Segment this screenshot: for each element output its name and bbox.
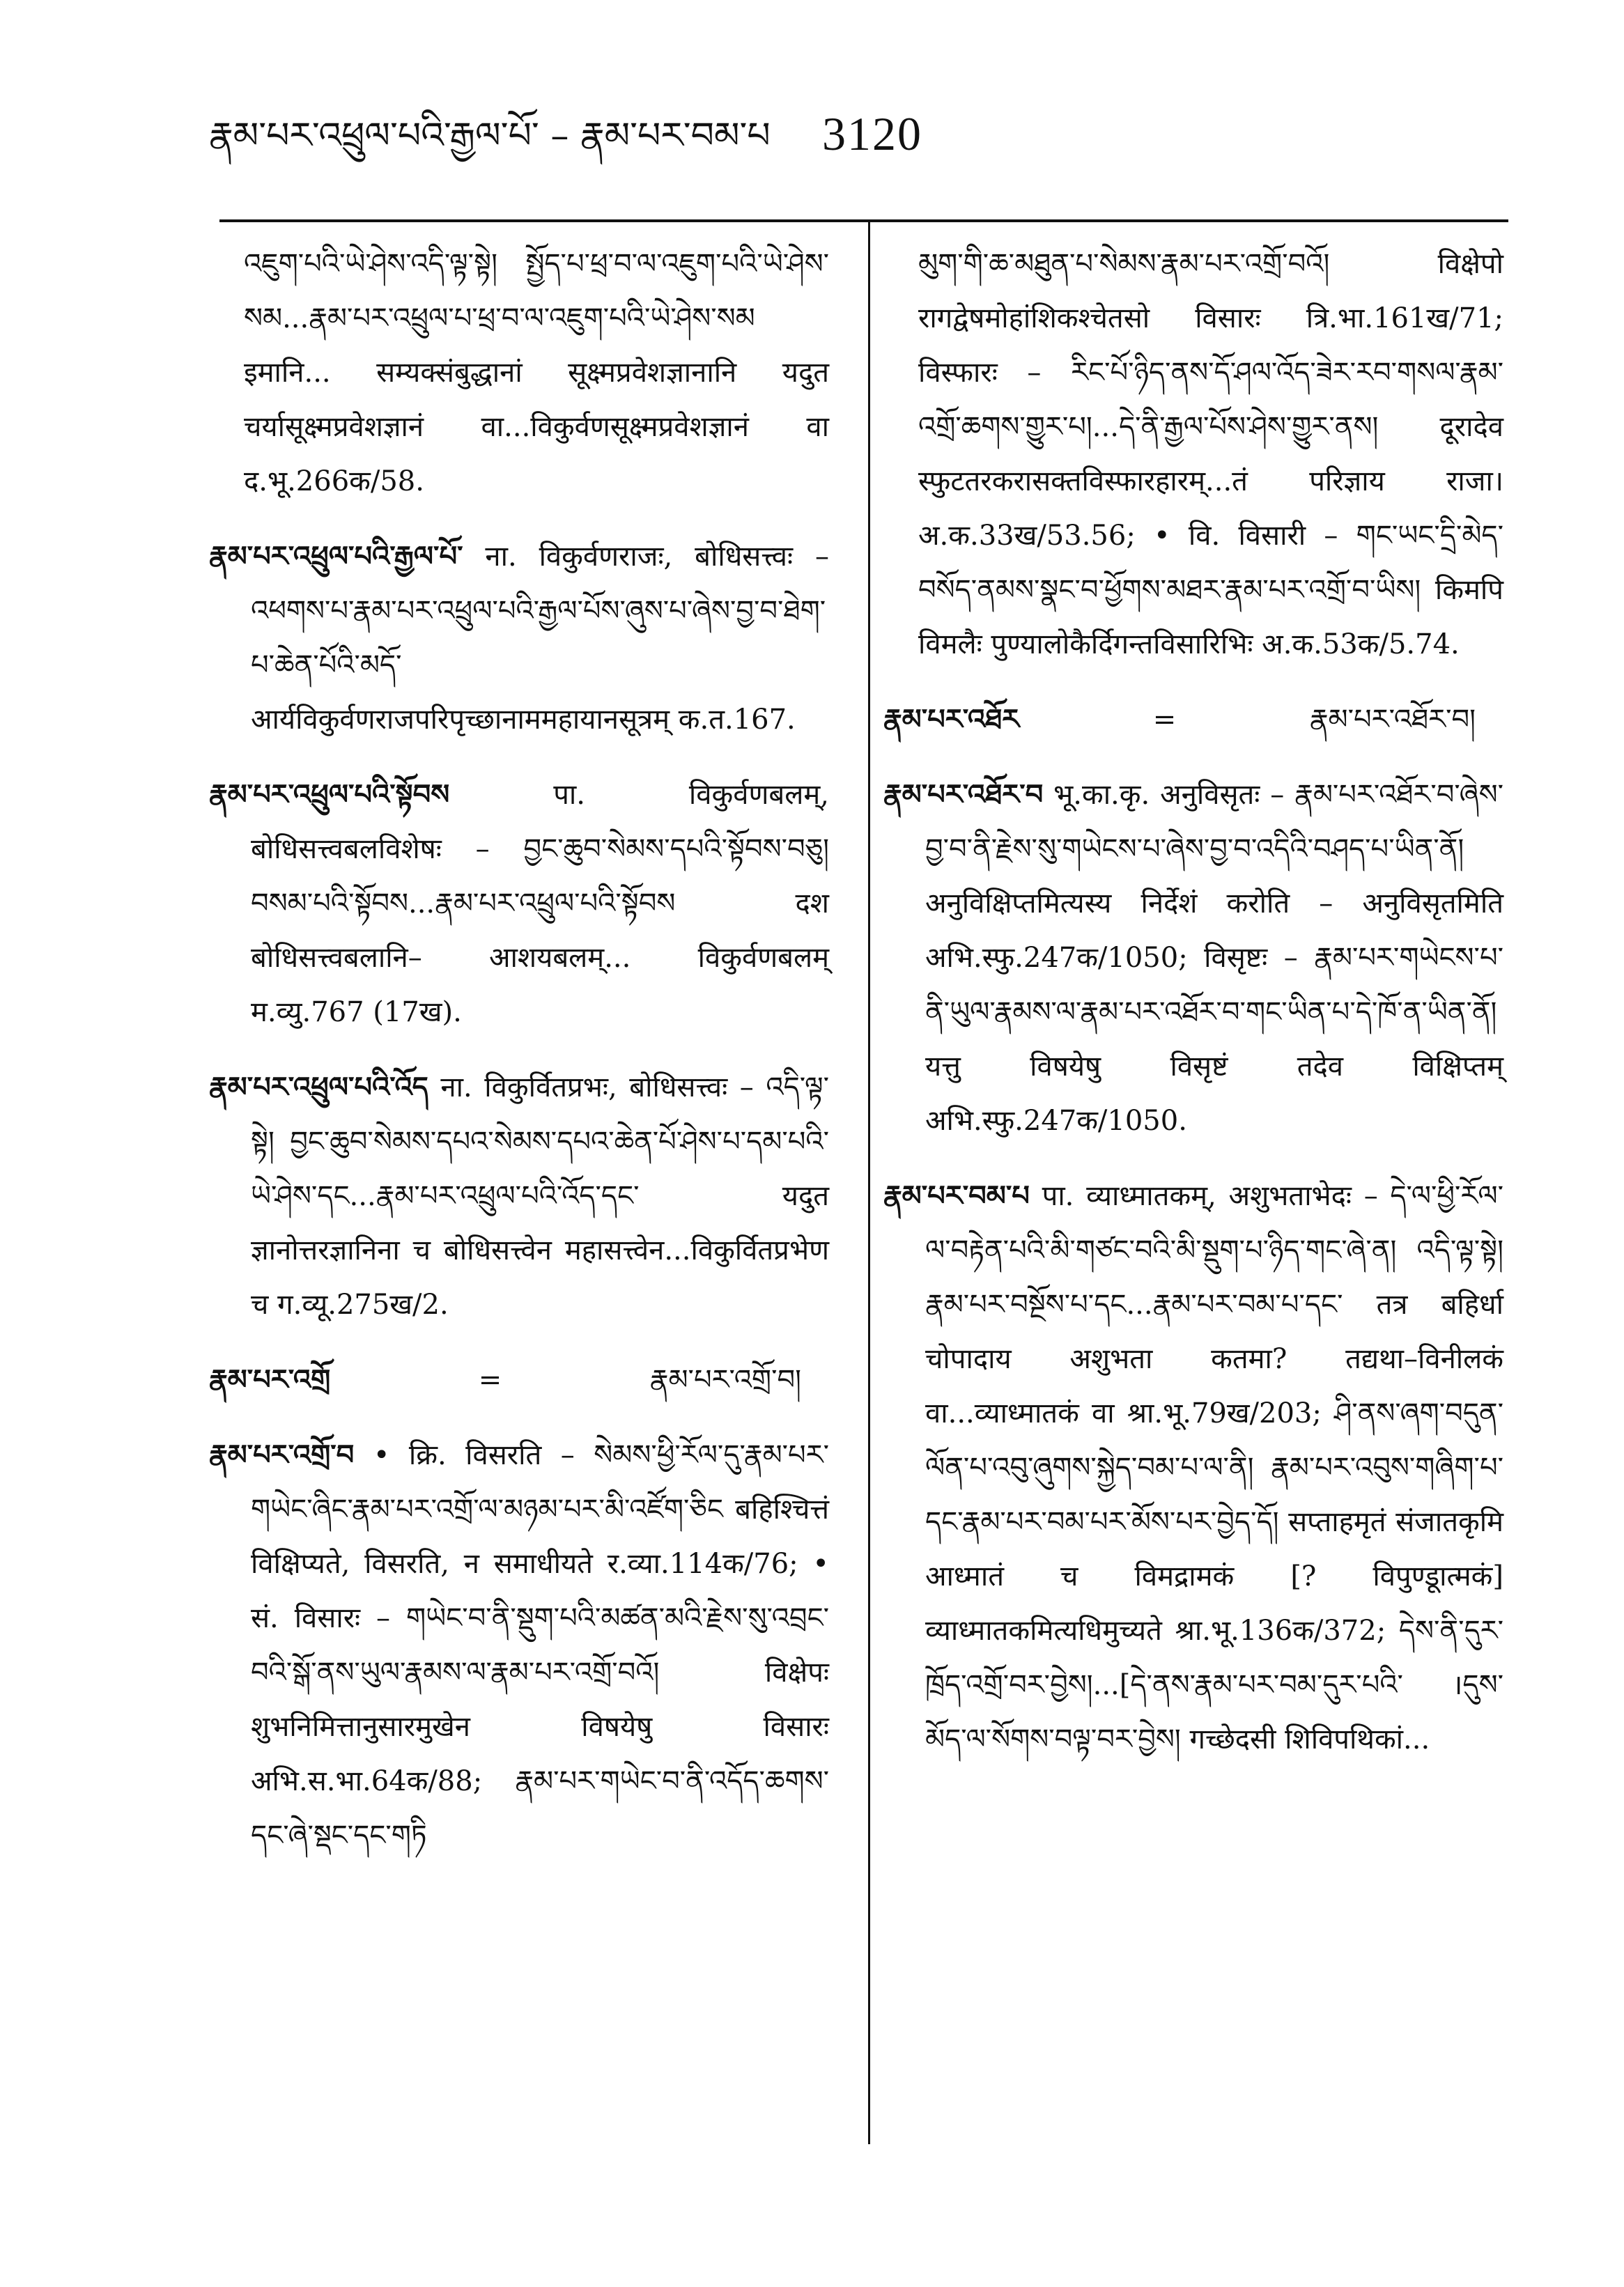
left-column [209, 237, 829, 1884]
cross-reference-target: རྣམ་པར་འགྲོ་བ། [649, 1364, 801, 1396]
entry-headword: རྣམ་པར་འཐོར་བ [883, 778, 1044, 811]
cross-reference-entry [883, 692, 1503, 747]
cross-reference-target: རྣམ་པར་འཐོར་བ། [1309, 704, 1476, 736]
entry-headword: རྣམ་པར་འགྲོ [209, 1363, 331, 1396]
entry-text: पा. व्याध्मातकम्, अशुभताभेदः – དེ་ལ་ཕྱི་རོལ་ལ་བརྟེན་པའི་མི་གཙང་བའི་མི་སྡུག་པ་ཉིད་གང་ཞེ་ན། འདི་ལྟ་སྟེ། རྣམ་པར་བསྔོས་པ་དང...རྣམ་པར་བམ་པ་དང་ तत्र बहिर्धा चोपादाय अशुभता कतमा? तद्यथा–विनीलकं वा...व्याध्मातकं वा श्रा.भू.79ख/203; ཤི་ནས་ཞག་བདུན་ལོན་པ་འབུ་ཞུགས་སྐྱེད་བམ་པ་ལ་ནི། རྣམ་པར་འབུས་གཞིག་པ་དང་རྣམ་པར་བམ་པར་མོས་པར་བྱེད་དོ། सप्ताहमृतं संजातकृमि आध्मातं च विमद्रामकं [? विपुण्डूात्मकं] व्याध्मातकमित्यधिमुच्यते श्रा.भू.136क/372; དེས་ནི་དུར་ཁྲོད་འགྲོ་བར་བྱེས།...[དེ་ནས་རྣམ་པར་བམ་དུར་པའི་ ।དུས་མོད་ལ་སོགས་བལྟ་བར་བྱེས། गच्छेदसी शिविपथिकां... [925, 1180, 1503, 1755]
entry-headword: རྣམ་པར་འགྲོ་བ [209, 1439, 355, 1471]
entry-headword: རྣམ་པར་འཐོར [883, 703, 1020, 736]
equals-sign: = [1152, 704, 1177, 736]
entry-headword: རྣམ་པར་འཕྲུལ་པའི་རྒྱལ་པོ་ [209, 540, 463, 573]
running-header-title: རྣམ་པར་འཕྲུལ་པའི་རྒྱལ་པོ་ – རྣམ་པར་བམ་པ [209, 115, 771, 157]
right-column [883, 237, 1503, 1788]
entry-headword: རྣམ་པར་བམ་པ [883, 1179, 1030, 1212]
dictionary-entry [209, 768, 829, 1039]
entry-continuation [209, 237, 829, 509]
entry-text: ना. विकुर्वणराजः, बोधिसत्त्वः – འཕགས་པ་རྣམ་པར་འཕྲུལ་པའི་རྒྱལ་པོས་ཞུས་པ་ཞེས་བྱ་བ་ཐེག་པ་ཆེན་པོའི་མདོ་ आर्यविकुर्वणराजपरिपृच्छानाममहायानसूत्रम् क.त.167. [251, 541, 829, 736]
entry-headword: རྣམ་པར་འཕྲུལ་པའི་འོད [209, 1071, 428, 1103]
page-number: 3120 [822, 107, 922, 160]
equals-sign: = [478, 1364, 502, 1396]
entry-text: མུག་གི་ཆ་མཐུན་པ་སེམས་རྣམ་པར་འགྲོ་བའོ། विक्षेपो रागद्वेषमोहांशिकश्चेतसो विसारः त्रि.भा.161ख/71; विस्फारः – རིང་པོ་ཉིད་ནས་དོ་ཤལ་འོད་ཟེར་རབ་གསལ་རྣམ་འགྲོ་ཆགས་གྱུར་པ།...དེ་ནི་རྒྱལ་པོས་ཤེས་གྱུར་ནས། दूरादेव स्फुटतरकरासक्तविस्फारहारम्...तं परिज्ञाय राजा। अ.क.33ख/53.56; • वि. विसारी – གང་ཡང་དྲི་མེད་བསོད་ནམས་སྣང་བ་ཕྱོགས་མཐར་རྣམ་པར་འགྲོ་བ་ཡིས། किमपि विमलैः पुण्यालोकैर्दिगन्तविसारिभिः अ.क.53क/5.74. [918, 248, 1503, 660]
entry-text: འཇུག་པའི་ཡེ་ཤེས་འདི་ལྟ་སྟེ། སྤྱོད་པ་ཕྲ་བ་ལ་འཇུག་པའི་ཡེ་ཤེས་སམ...རྣམ་པར་འཕྲུལ་པ་ཕྲ་བ་ལ་འཇུག་པའི་ཡེ་ཤེས་སམ इमानि... सम्यक्संबुद्धानां सूक्ष्मप्रवेशज्ञानानि यदुत चर्यासूक्ष्मप्रवेशज्ञानं वा...विकुर्वणसूक्ष्मप्रवेशज्ञानं वा द.भू.266क/58. [244, 248, 829, 497]
entry-headword: རྣམ་པར་འཕྲུལ་པའི་སྟོབས [209, 778, 450, 811]
entry-text: भू.का.कृ. अनुविसृतः – རྣམ་པར་འཐོར་བ་ཞེས་བྱ་བ་ནི་རྗེས་སུ་གཡེངས་པ་ཞེས་བྱ་བ་འདིའི་བཤད་པ་ཡིན་ནོ། अनुविक्षिप्तमित्यस्य निर्देशं करोति – अनुविसृतमिति अभि.स्फु.247क/1050; विसृष्टः – རྣམ་པར་གཡེངས་པ་ནི་ཡུལ་རྣམས་ལ་རྣམ་པར་འཐོར་བ་གང་ཡིན་པ་དེ་ཁོ་ན་ཡིན་ནོ། यत्तु विषयेषु विसृष्टं तदेव विक्षिप्तम् अभि.स्फु.247क/1050. [925, 779, 1503, 1137]
dictionary-entry [883, 1169, 1503, 1767]
dictionary-entry [209, 1428, 829, 1863]
entry-continuation [883, 237, 1503, 672]
entry-text: • क्रि. विसरति – སེམས་ཕྱི་རོལ་དུ་རྣམ་པར་གཡེང་ཞིང་རྣམ་པར་འགྲོ་ལ་མཉམ་པར་མི་འཛོག་ཅིང बहिश्चित्तं विक्षिप्यते, विसरति, न समाधीयते र.व्या.114क/76; • सं. विसारः – གཡེང་བ་ནི་སྡུག་པའི་མཚན་མའི་རྗེས་སུ་འབྲང་བའི་སྒོ་ནས་ཡུལ་རྣམས་ལ་རྣམ་པར་འགྲོ་བའོ། विक्षेपः शुभनिमित्तानुसारमुखेन विषयेषु विसारः अभि.स.भा.64क/88; རྣམ་པར་གཡེང་བ་ནི་འདོད་ཆགས་དང་ཞེ་སྡང་དང་གཏི [251, 1439, 830, 1852]
entry-text: ना. विकुर्वितप्रभः, बोधिसत्त्वः – འདི་ལྟ་སྟེ། བྱང་ཆུབ་སེམས་དཔའ་སེམས་དཔའ་ཆེན་པོ་ཤེས་པ་དམ་པའི་ཡེ་ཤེས་དང...རྣམ་པར་འཕྲུལ་པའི་འོད་དང་ यदुत ज्ञानोत्तरज्ञानिना च बोधिसत्त्वेन महासत्त्वेन...विकुर्वितप्रभेण च ग.व्यू.275ख/2. [251, 1071, 829, 1321]
header-rule [219, 219, 1508, 222]
column-divider [868, 222, 870, 2144]
dictionary-entry [209, 1060, 829, 1332]
dictionary-entry [883, 768, 1503, 1148]
entry-text: पा. विकुर्वणबलम्, बोधिसत्त्वबलविशेषः – བྱང་ཆུབ་སེམས་དཔའི་སྟོབས་བཅུ། བསམ་པའི་སྟོབས...རྣམ་པར་འཕྲུལ་པའི་སྟོབས दश बोधिसत्त्वबलानि– आशयबलम्... विकुर्वणबलम् म.व्यु.767 (17ख). [251, 779, 829, 1028]
cross-reference-entry [209, 1353, 829, 1407]
dictionary-entry [209, 529, 829, 747]
page-header [209, 104, 1498, 167]
